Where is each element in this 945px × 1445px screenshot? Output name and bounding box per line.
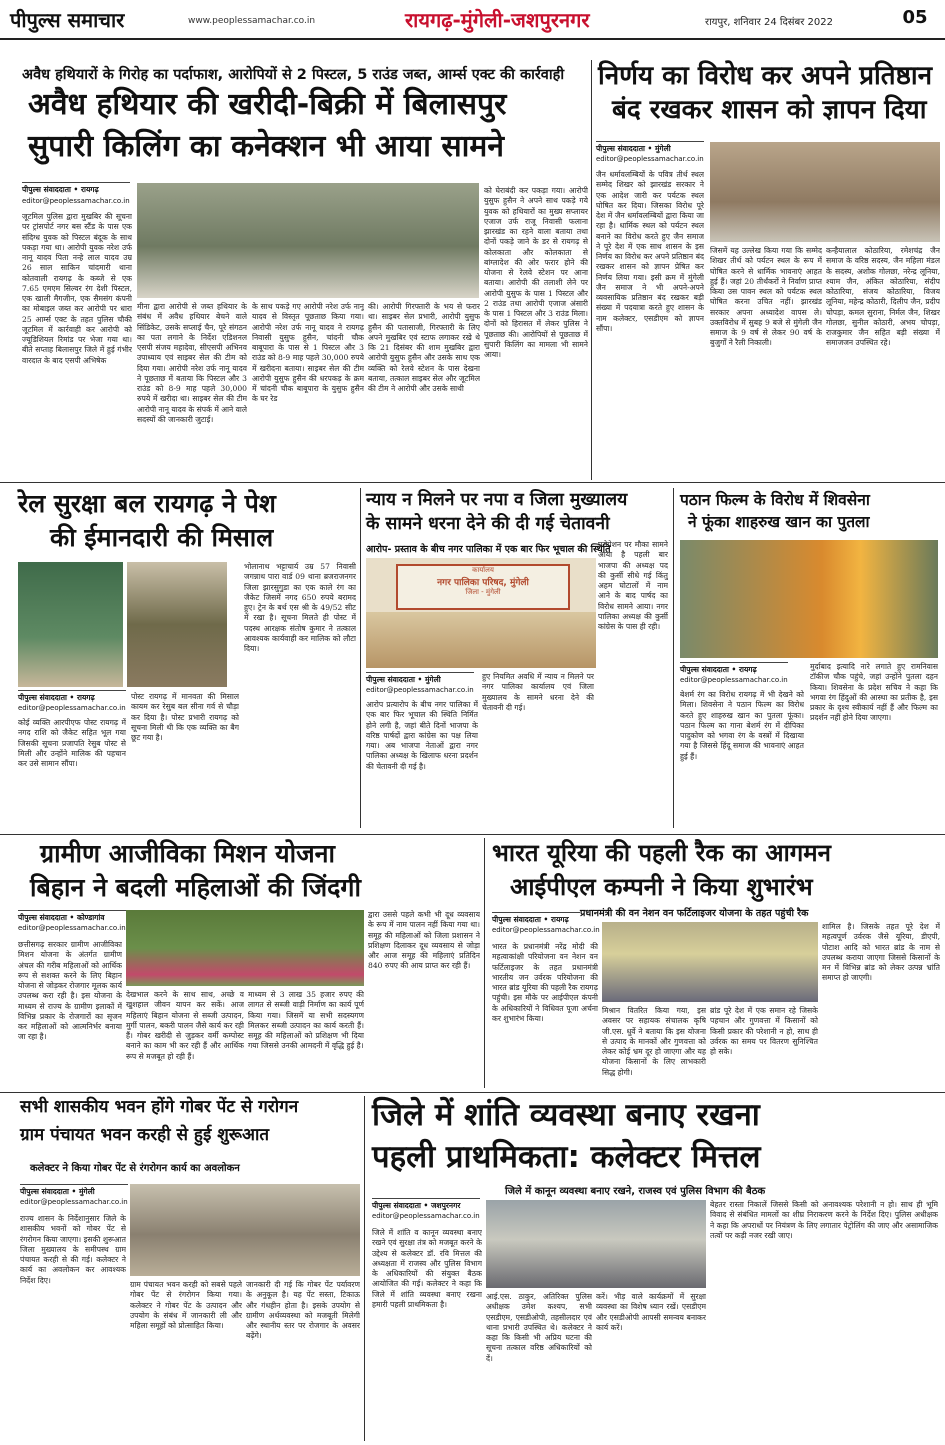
dateline: रायपुर, शनिवार 24 दिसंबर 2022 bbox=[705, 17, 833, 28]
masthead bbox=[0, 0, 945, 40]
story6-col3: माध्यम से 3 लाख 35 हजार रुपए की लागत से सब्जी वाड़ी निर्माण का कार्य पूर्ण किया गया। जिसमें या सभी सदस्यगण मिलकर सब्जी उत्पादन का कार्य करती हैं। समूह की महिलाओं को प्रशिक्षण भी दिया गया जिससे उनकी आमदनी में वृद्धि हुई है। bbox=[248, 990, 364, 1051]
story1-kicker: अवैध हथियारों के गिरोह का पर्दाफाश, आरोपियों से 2 पिस्टल, 5 राउंड जब्त, आर्म्स एक्ट की कार्रवाही bbox=[22, 67, 565, 83]
story1-col1: जूटमिल पुलिस द्वारा मुखबिर की सूचना पर ट्रांसपोर्ट नगर बस स्टैंड के पास एक संदिग्ध युवक को पिस्टल बंदूक के साथ पकड़ा गया था। आरोपी युवक नरेश उर्फ नानू यादव पिता नन्हे लाल यादव उम्र 26 साल साकिन चांदमारी थाना कोतवाली रायगढ़ के कब्जे से एक 7.65 एमएम सिल्वर रंग देशी पिस्टल, एक खाली मैगजीन, एक सैमसंग कंपनी का मोबाइल जब्त कर आरोपी पर धारा 25 आर्म्स एक्ट के तहत पुलिस चौकी जूटमिल में कार्रवाही कर आरोपी को ज्यूडिशियल रिमांड पर भेजा गया था। बीते सप्ताह बिलासपुर जिले में हुई गंभीर वारदात के बाद एसपी अभिषेक bbox=[22, 212, 132, 365]
story2-photo-protest bbox=[710, 142, 940, 242]
story8-headline-line1: सभी शासकीय भवन होंगे गोबर पेंट से गरोगन bbox=[20, 1097, 299, 1117]
story2-headline-line1: निर्णय का विरोध कर अपने प्रतिष्ठान bbox=[598, 61, 933, 91]
story6-email[interactable]: editor@peoplessamachar.co.in bbox=[18, 924, 126, 932]
column-divider bbox=[364, 1096, 365, 1441]
story8-headline-line2: ग्राम पंचायत भवन करही से हुई शुरूआत bbox=[20, 1125, 270, 1145]
story3-headline-line2: की ईमानदारी की मिसाल bbox=[50, 523, 274, 552]
story3-photo-person bbox=[18, 562, 123, 687]
story7-col1: भारत के प्रधानमंत्री नरेंद्र मोदी की महत्वाकांक्षी परियोजना वन नेशन वन फर्टिलाइजर के तहत प्रधानमंत्री भारतीय जन उर्वरक परियोजना की भारत ब्रांड यूरिया की पहली रैक रायगढ़ पहुंची। इस मौके पर आईपीएल कंपनी के अधिकारियों ने विधिवत पूजा अर्चना कर शुभारंभ किया। bbox=[492, 942, 598, 1023]
story4-col2: हुए नियमित अवधि में न्याय न मिलने पर नगर पालिका कार्यालय एवं जिला मुख्यालय के सामने धरना देने की चेतावनी दी गई। bbox=[482, 672, 594, 712]
story8-col1: राज्य शासन के निर्देशानुसार जिले के शासकीय भवनों को गोबर पेंट से रंगरोगन किया जाएगा। इसकी शुरूआत जिला मुख्यालय के समीपस्थ ग्राम पंचायत करही से की गई। कलेक्टर ने कार्य का अवलोकन कर आवश्यक निर्देश दिए। bbox=[20, 1214, 126, 1285]
story7-col3: ब्रांड पूरे देश में एक समान रहे जिसके पहचान और गुणवत्ता में किसानों को किसी प्रकार की परेशानी न हो, साथ ही उर्वरक का समय पर वितरण सुनिश्चित हो सके। bbox=[710, 1006, 818, 1056]
story5-headline-line2: ने फूंका शाहरुख खान का पुतला bbox=[688, 513, 870, 531]
story8-email[interactable]: editor@peoplessamachar.co.in bbox=[20, 1198, 128, 1206]
story4-headline-line1: न्याय न मिलने पर नपा व जिला मुख्यालय bbox=[366, 490, 628, 510]
story5-photo-effigy-burning bbox=[680, 540, 938, 658]
story8-byline: पीपुल्स संवाददाता • मुंगेली bbox=[20, 1184, 128, 1197]
story2-col3: कन्हैयालाल कोठारिया, रमेशचंद्र जैन समाज के वरिष्ठ सदस्य, जैन महिला मंडल के सदस्य, अशोक गोलछा, नरेन्द्र लूनिया, श्याम जैन, अंकित कोठारिया, संदीप कोठारिया, संजय कोठारिया, विजय लूनिया, महेन्द्र कोठारी, दिलीप जैन, प्रदीप चोपड़ा, कमल सुराना, निर्मल जैन, शिखर गोलछा, सुनील कोठारी, अभय चोपड़ा, राजकुमार जैन सहित बड़ी संख्या में समाजजन उपस्थित रहे। bbox=[826, 246, 940, 348]
story4-col1: आरोप प्रत्यारोप के बीच नगर पालिका में एक बार फिर भूचाल की स्थिति निर्मित होने लगी है, जहां बीते दिनों भाजपा के वरिष्ठ पार्षदों द्वारा कांग्रेस का पक्ष लिया गया। अब भाजपा नेताओं द्वारा नगर पालिका अध्यक्ष के खिलाफ धरना प्रदर्शन की चेतावनी दी गई है। bbox=[366, 700, 478, 771]
story3-email[interactable]: editor@peoplessamachar.co.in bbox=[18, 704, 126, 712]
story7-headline-line2: आईपीएल कम्पनी ने किया शुभारंभ bbox=[510, 873, 813, 901]
story9-headline-line1: जिले में शांति व्यवस्था बनाए रखना bbox=[372, 1097, 760, 1133]
story5-byline: पीपुल्स संवाददाता • रायगढ़ bbox=[680, 662, 788, 675]
story9-col3: करें। भीड़ वाले कार्यक्रमों में सुरक्षा व्यवस्था का विशेष ध्यान रखें। एसडीएम और एसडीओपी आपसी समन्वय बनाकर कार्य करें। bbox=[596, 1292, 706, 1332]
story1-col5: को घेराबंदी कर पकड़ा गया। आरोपी युसुफ हुसैन ने अपने साथ पकड़े गये युवक को हथियारों का मुख्य सप्लायर एजाज उर्फ राजू निवासी फलाना झारखंड का रहने वाला बताया तथा दोनों पकड़े जाने के डर से रायगढ़ से कोलकाता और कोलकाता से बांग्लादेश की ओर फरार होने की योजना से रेलवे स्टेशन पर आना बताया। आरोपी की तलाशी लेने पर आरोपी युसुफ के पास 1 पिस्टल और 2 राउंड तथा आरोपी एजाज अंसारी के पास 1 पिस्टल और 3 राउंड मिला। दोनों को हिरासत में लेकर पुलिस ने पूछताछ की। आरोपियों से पूछताछ में सुपारी किलिंग का मामला भी सामने आया। bbox=[484, 186, 588, 359]
story9-headline-line2: पहली प्राथमिकता: कलेक्टर मित्तल bbox=[372, 1139, 761, 1175]
story6-col2: देखभाल करने के साथ साथ, अच्छे व खुशहाल जीवन यापन कर सकें। आज महिलाएं बिहान योजना से सब्जी उत्पादन, मुर्गी पालन, बकरी पालन जैसे कार्य कर रही हैं। गोबर खरीदी से जुड़कर वर्मी कम्पोस्ट बनाने का काम भी कर रही हैं और आर्थिक रूप से मजबूत हो रही हैं। bbox=[126, 990, 244, 1061]
story7-photo-fertilizer-rake bbox=[602, 922, 818, 1002]
story9-byline: पीपुल्स संवाददाता • जशपुरनगर bbox=[372, 1198, 480, 1211]
story9-email[interactable]: editor@peoplessamachar.co.in bbox=[372, 1212, 480, 1220]
story8-subhead: कलेक्टर ने किया गोबर पेंट से रंगरोगन कार्य का अवलोकन bbox=[30, 1163, 240, 1174]
story2-byline: पीपुल्स संवाददाता • मुंगेली bbox=[596, 141, 704, 154]
story4-email[interactable]: editor@peoplessamachar.co.in bbox=[366, 686, 474, 694]
signboard bbox=[396, 564, 570, 610]
story4-col3: परोपेशन पर मौका सामने आया है पहली बार भाजपा की अध्यक्ष पद की कुर्सी सीधे गई किंतु अहम घोटालों में नाम आने के बाद पार्षद का विरोध सामने आया। नगर पालिका अध्यक्ष की कुर्सी कांग्रेस के पास ही रही। bbox=[598, 540, 668, 631]
story4-headline-line2: के सामने धरना देने की दी गई चेतावनी bbox=[366, 514, 610, 534]
story5-headline-line1: पठान फिल्म के विरोध में शिवसेना bbox=[680, 491, 870, 509]
building-facade bbox=[366, 612, 596, 668]
story1-photo-police-press bbox=[137, 183, 479, 298]
story9-col2: आई.एस. ठाकुर, अतिरिक्त पुलिस अधीक्षक उमेश कश्यप, सभी एसडीएम, एसडीओपी, तहसीलदार एवं थाना प्रभारी उपस्थित थे। कलेक्टर ने कहा कि किसी भी अप्रिय घटना की सूचना तत्काल वरिष्ठ अधिकारियों को दें। bbox=[486, 1292, 592, 1363]
story5-col1: बेशर्म रंग का विरोध रायगढ़ में भी देखने को मिला। शिवसेना ने पठान फिल्म का विरोध करते हुए शाहरुख खान का पुतला फूंका। पठान फिल्म का गाना बेशर्म रंग में दीपिका पादुकोण को भगवा रंग के वस्त्रों में दिखाया गया है जिससे हिंदू समाज की भावनाएं आहत हुई हैं। bbox=[680, 690, 804, 761]
story7-byline: पीपुल्स संवाददाता • रायगढ़ bbox=[492, 912, 580, 925]
story1-headline-line2: सुपारी किलिंग का कनेक्शन भी आया सामने bbox=[28, 129, 504, 164]
website-url[interactable]: www.peoplessamachar.co.in bbox=[188, 16, 316, 26]
signboard-line2: नगर पालिका परिषद, मुंगेली bbox=[437, 578, 529, 588]
story8-col2: ग्राम पंचायत भवन करही को सबसे पहले गोबर पेंट से रंगरोगन किया गया। कलेक्टर ने गोबर पेंट के उत्पादन और उपयोग के संबंध में जानकारी ली और महिला समूहों को प्रोत्साहित किया। bbox=[130, 1280, 242, 1330]
story3-headline-line1: रेल सुरक्षा बल रायगढ़ ने पेश bbox=[18, 489, 276, 518]
signboard-line3: जिला - मुंगेली bbox=[465, 588, 501, 596]
story1-col4: की। आरोपी गिरफ्तारी के भय से फरार था। साइबर सेल प्रभारी, आरोपी युसुफ हुसैन की पतासाजी, गिरफ्तारी के लिए अपने मुखबिर एवं स्टाफ लगाकर रखे थे कि 21 दिसंबर की शाम मुखबिर द्वारा आरोपी युसुफ हुसैन और उसके साथ एक व्यक्ति को रेलवे स्टेशन के पास देखना बताया, तत्काल साइबर सेल और जूटमिल की टीम ने आरोपी और उसके साथी bbox=[368, 302, 480, 393]
story2-col2: जिसमें यह उल्लेख किया गया कि सम्मेद शिखर तीर्थ को पर्यटन स्थल के रूप में घोषित करने से धार्मिक भावनाएं आहत हुई हैं। जहां 20 तीर्थंकरों ने निर्वाण प्राप्त किया उस पावन स्थल को पर्यटक स्थल घोषित करना उचित नहीं। झारखंड सरकार अपना अध्यादेश वापस ले। उक्तविरोध में सुबह 9 बजे से मुंगेली जैन समाज के 9 वर्ष से लेकर 90 वर्ष के बुजुर्गों ने रैली निकाली। bbox=[710, 246, 822, 348]
section-title: रायगढ़-मुंगेली-जशपुरनगर bbox=[405, 8, 590, 32]
section-divider bbox=[0, 482, 945, 483]
story6-headline-line1: ग्रामीण आजीविका मिशन योजना bbox=[40, 839, 335, 868]
section-divider bbox=[0, 1092, 945, 1093]
story5-email[interactable]: editor@peoplessamachar.co.in bbox=[680, 676, 788, 684]
story6-col1: छत्तीसगढ़ सरकार ग्रामीण आजीविका मिशन योजना के अंतर्गत ग्रामीण अंचल की गरीब महिलाओं को आर्थिक रूप से सशक्त करने के लिए बिहान योजना से जोड़कर रोजगार मूलक कार्य उपलब्ध करा रही है। इस योजना के माध्यम से राज्य के ग्रामीण इलाकों में विभिन्न प्रकार के रोजगारों का सृजन कर महिलाओं को आत्मनिर्भर बनाया जा रहा है। bbox=[18, 940, 122, 1042]
story4-byline: पीपुल्स संवाददाता • मुंगेली bbox=[366, 672, 474, 685]
story1-headline-line1: अवैध हथियार की खरीदी-बिक्री में बिलासपुर bbox=[28, 87, 507, 122]
column-divider bbox=[484, 838, 485, 1088]
story6-col4: द्वारा उससे पहले कभी भी दूध व्यवसाय के रूप में नाम पालन नहीं किया गया था। समूह की महिलाओं को जिला प्रशासन ने प्रशिक्षण दिलाकर दूध व्यवसाय से जोड़ा और आज समूह की महिलाएं प्रतिदिन 840 रुपए की आय प्राप्त कर रही हैं। bbox=[368, 910, 480, 971]
story7-col2: मिश्रान वितरित किया गया, इस अवसर पर सहायक संचालक कृषि जी.एस. धुर्वे ने बताया कि इस योजना से उत्पाद के मानकों और गुणवत्ता को लेकर कोई भ्रम दूर हो जाएगा और यह योजना किसानों के लिए लाभकारी सिद्ध होगी। bbox=[602, 1006, 706, 1077]
story6-byline: पीपुल्स संवाददाता • कोण्डागांव bbox=[18, 910, 126, 923]
story2-headline-line2: बंद रखकर शासन को ज्ञापन दिया bbox=[612, 95, 927, 125]
story4-photo-municipal-office bbox=[366, 558, 596, 668]
story5-col2: मुर्दाबाद इत्यादि नारे लगाते हुए रामनिवास टॉकीज चौक पहुंचे, जहां उन्होंने पुतला दहन किया। शिवसेना के प्रदेश सचिव ने कहा कि भगवा रंग हिंदुओं की आस्था का प्रतीक है, इस प्रकार के दृश्य स्वीकार्य नहीं हैं और फिल्म का प्रदर्शन नहीं होने दिया जाएगा। bbox=[810, 662, 938, 723]
story1-col2: मीना द्वारा आरोपी से जब्त हथियार के संबंध में अवैध हथियार बेचने वाले सिंडिकेट, उसके सप्लाई चैन, पूरे संगठन का पता लगाने के निर्देश एडिशनल एसपी संजय महादेवा, सीएसपी अभिनव उपाध्याय एवं साइबर सेल की टीम को दिया गया। आरोपी नरेश उर्फ नानू यादव ने पूछताछ में बताया कि पिस्टल और 3 राउंड को 8-9 माह पहले 30,000 रुपये में खरीदा था। साइबर सेल की टीम आरोपी नानू यादव के संपर्क में आने वाले सदस्यों की जानकारी जुटाई। bbox=[137, 302, 247, 424]
story7-subhead: प्रधानमंत्री की वन नेशन वन फर्टिलाइजर योजना के तहत पहुंची रैक bbox=[580, 908, 809, 919]
column-divider bbox=[591, 60, 592, 480]
story1-byline: पीपुल्स संवाददाता • रायगढ़ bbox=[22, 182, 130, 195]
brand-logo: पीपुल्स समाचार bbox=[10, 8, 125, 32]
story9-col1: जिले में शांति व कानून व्यवस्था बनाए रखने एवं सुरक्षा तंत्र को मजबूत करने के उद्देश्य से कलेक्टर डॉ. रवि मित्तल की अध्यक्षता में राजस्व और पुलिस विभाग के अधिकारियों की संयुक्त बैठक आयोजित की गई। कलेक्टर ने कहा कि जिले में शांति व्यवस्था बनाए रखना हमारी पहली प्राथमिकता है। bbox=[372, 1228, 482, 1309]
story3-col1: कोई व्यक्ति आरपीएफ पोस्ट रायगढ़ में नगद राशि को जैकेट सहित भूल गया जिसकी सूचना प्रजापति रेसुब पोस्ट से मिली और उन्होंने मालिक की पहचान कर उसे सामान सौंपा। bbox=[18, 718, 126, 768]
column-divider bbox=[360, 488, 361, 828]
story7-email[interactable]: editor@peoplessamachar.co.in bbox=[492, 926, 600, 934]
story4-subhead: आरोप- प्रस्ताव के बीच नगर पालिका में एक बार फिर भूचाल की स्थिति bbox=[366, 544, 611, 555]
story1-col3: के साथ पकड़े गए आरोपी नरेश उर्फ नानू यादव से विस्तृत पूछताछ किया गया। आरोपी नरेश उर्फ नानू यादव ने रायगढ़ निवासी युसुफ हुसैन, चांदनी चौक बाबूपारा के पास से 1 पिस्टल और 3 राउंड को 8-9 माह पहले 30,000 रुपये में खरीदना बताया। साइबर सेल की टीम आरोपी युसुफ हुसैन की धरपकड़ के क्रम में चांदनी चौक बाबूपारा के युसुफ हुसैन के घर रेड bbox=[252, 302, 364, 404]
story6-photo-women-farm bbox=[126, 910, 364, 986]
story3-photo-officer bbox=[127, 562, 227, 687]
story9-col4: बेहतर रास्ता निकालें जिससे किसी को अनावश्यक परेशानी न हो। साथ ही भूमि विवाद से संबंधित मामलों का शीघ्र निराकरण करने के निर्देश दिए। पुलिस अधीक्षक ने कहा कि अपराधों पर नियंत्रण के लिए लगातार पेट्रोलिंग की जाए और असामाजिक तत्वों पर कड़ी नजर रखी जाए। bbox=[710, 1200, 938, 1240]
story9-photo-meeting bbox=[486, 1200, 706, 1288]
story6-headline-line2: बिहान ने बदली महिलाओं की जिंदगी bbox=[30, 873, 361, 902]
story7-col4: शामिल है। जिसके तहत पूरे देश में महत्वपूर्ण उर्वरक जैसे यूरिया, डीएपी, पोटाश आदि को भारत ब्रांड के नाम से उपलब्ध कराया जाएगा जिससे किसानों के मन में विभिन्न ब्रांड को लेकर उत्पन्न भ्रांति समाप्त हो जाएगी। bbox=[822, 922, 940, 983]
story8-col3: जानकारी दी गई कि गोबर पेंट पर्यावरण के अनुकूल है। यह पेंट सस्ता, टिकाऊ और गंधहीन होता है। इसके उपयोग से ग्रामीण अर्थव्यवस्था को मजबूती मिलेगी और स्थानीय स्तर पर रोजगार के अवसर बढ़ेंगे। bbox=[246, 1280, 360, 1341]
signboard-line1: कार्यालय bbox=[472, 566, 494, 574]
page-number: 05 bbox=[895, 4, 935, 32]
story1-email[interactable]: editor@peoplessamachar.co.in bbox=[22, 197, 130, 205]
story3-col2: पोस्ट रायगढ़ में मानवता की मिसाल कायम कर रेसुब बल सीना गर्व से चौड़ा कर दिया है। पोस्ट प्रभारी रायगढ़ को सूचना मिली थी कि एक व्यक्ति का बैग छूट गया है। bbox=[131, 692, 239, 742]
story3-byline: पीपुल्स संवाददाता • रायगढ़ bbox=[18, 690, 126, 703]
story3-col3: भोलानाथ भट्टाचार्य उम्र 57 निवासी जगन्नाथ पारा वार्ड 09 थाना ब्रजराजनगर जिला झारसुगुडा का एक काले रंग का जैकेट जिसमें नगद 650 रुपये बरामद हुए। ट्रेन के बर्थ एस श्री के 49/52 सीट में रखा है। सूचना मिलते ही पोस्ट में पदस्थ आरक्षक संतोष कुमार ने तत्काल आवश्यक कार्यवाही कर मालिक को लौटा दिया। bbox=[244, 562, 356, 653]
story9-subhead: जिले में कानून व्यवस्था बनाए रखने, राजस्व एवं पुलिस विभाग की बैठक bbox=[505, 1186, 766, 1197]
story7-headline-line1: भारत यूरिया की पहली रैक का आगमन bbox=[492, 839, 831, 867]
story2-col1: जैन धर्मावलम्बियों के पवित्र तीर्थ स्थल सम्मेद शिखर को झारखंड सरकार ने एक आदेश जारी कर पर्यटक स्थल घोषित कर दिया। जिसका विरोध पूरे देश में जैन धर्मावलम्बियों द्वारा किया जा रहा है। धार्मिक स्थल को पर्यटन स्थल बनाने का विरोध करते हुए जैन समाज ने पूरे देश में एक साथ शासन के इस निर्णय का विरोध कर अपने प्रतिष्ठान बंद रखकर शासन को ज्ञापन प्रेषित कर निर्णय लिया गया। इसी क्रम में मुंगेली जैन समाज ने भी अपने-अपने व्यवसायिक प्रतिष्ठान बंद रखकर बड़ी संख्या में पदयात्रा करते हुए शासन के नाम कलेक्टर, एसडीएम को ज्ञापन सौंपा। bbox=[596, 170, 704, 333]
column-divider bbox=[673, 488, 674, 828]
story2-email[interactable]: editor@peoplessamachar.co.in bbox=[596, 155, 704, 163]
story8-photo-collector-visit bbox=[130, 1184, 360, 1276]
section-divider bbox=[0, 834, 945, 835]
